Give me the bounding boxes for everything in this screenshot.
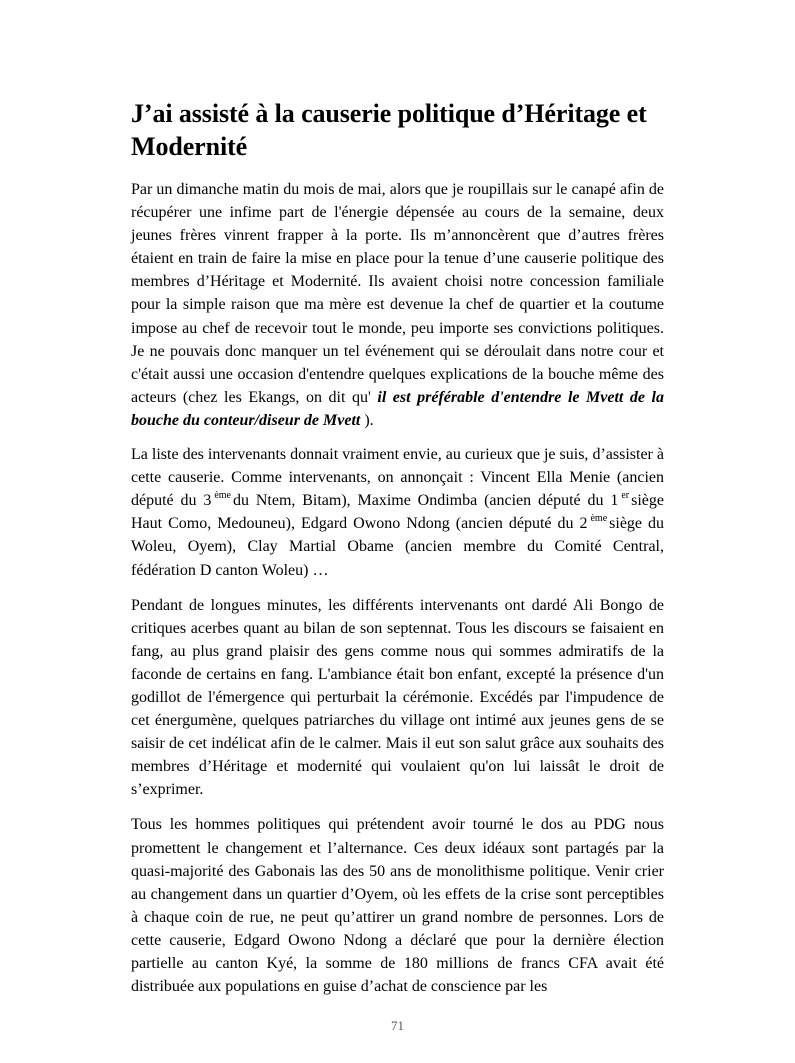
paragraph-text: Par un dimanche matin du mois de mai, alors que je roupillais sur le canapé afin de récupérer une infime part de l'énergie dépensée au cours de la semaine, deux jeunes frères vinrent frapper à la porte. Ils m’annoncèrent que d’autres frères étaient en train de faire la mise en place pour la tenue d’une causerie politique des membres d’Héritage et Modernité. Ils avaient choisi notre concession familiale pour la simple raison que ma mère est devenue la chef de quartier et la coutume impose au chef de recevoir tout le monde, peu importe ses convictions politiques. Je ne pouvais donc manquer un tel événement qui se déroulait dans notre cour et c'était aussi une occasion d'entendre quelques explications de la bouche même des acteurs (chez les Ekangs, on dit qu' [131,181,664,406]
paragraph-text: La liste des intervenants donnait vraiment envie, au curieux que je suis, d’assister à cette causerie. Comme intervenants, on annonçait : Vincent Ella Menie (ancien député du 3 [131,446,664,510]
article-title: J’ai assisté à la causerie politique d’Héritage et Modernité [131,99,647,161]
paragraph-discourse: Pendant de longues minutes, les différents intervenants ont dardé Ali Bongo de critiques acerbes quant au bilan de son septennat. Tous les discours se faisaient en fang, au plus grand plaisir des gens comme nous qui sommes admiratifs de la faconde de certains en fang. L'ambiance était bon enfant, excepté la présence d'un godillot de l'émergence qui perturbait la cérémonie. Excédés par l'impudence de cet énergumène, quelques patriarches du village ont intimé aux jeunes gens de se saisir de cet indélicat afin de le calmer. Mais il eut son salut grâce aux souhaits des membres d’Héritage et modernité qui voulaient qu'on lui laissât le droit de s’exprimer. [131,596,664,799]
paragraph-politicians: Tous les hommes politiques qui prétendent avoir tourné le dos au PDG nous promettent le changement et l’alternance. Ces deux idéaux sont partagés par la quasi-majorité des Gabonais las des 50 ans de monolithisme politique. Venir crier au changement dans un quartier d’Oyem, où les effets de la crise sont perceptibles à chaque coin de rue, ne peut qu’attirer un grand nombre de personnes. Lors de cette causerie, Edgard Owono Ndong a déclaré que pour la dernière élection partielle au canton Kyé, la somme de 180 millions de francs CFA avait été distribuée aux populations en guise d’achat de conscience par les [131,816,664,996]
paragraph-text: siège Haut Como, Medouneu), Edgard Owono Ndong (ancien député du 2 [131,492,664,533]
paragraph-text: du Ntem, Bitam), Maxime Ondimba (ancien député du 1 [233,492,619,510]
ordinal-superscript: ème [590,513,608,525]
paragraph-text-end: ). [360,411,374,429]
mvett-proverb-emphasis: il est préférable d'entendre le Mvett de la bouche du conteur/diseur de Mvett [131,388,664,429]
page-number: 71 [391,1018,404,1033]
ordinal-superscript: ème [214,490,231,502]
paragraph-text: siège du Woleu, Oyem), Clay Martial Obame (ancien membre du Comité Central, fédération D canton Woleu) … [131,515,665,579]
ordinal-superscript: er [621,490,630,502]
paragraph-speakers [131,443,664,582]
paragraph-intro [131,178,664,432]
article-body [131,178,664,1008]
